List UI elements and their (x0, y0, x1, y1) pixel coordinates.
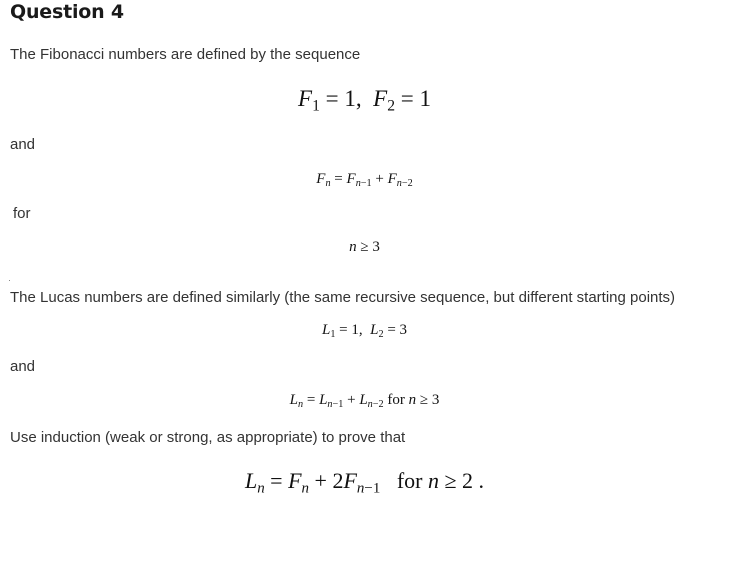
fibonacci-initial-equation: $F_1 = 1$, $F_2 = 1$ (298, 86, 431, 115)
lucas-intro-text: The Lucas numbers are defined similarly (the same recursive sequence, but different starting points) (10, 289, 676, 306)
and-text-2: and (10, 358, 36, 375)
for-text: for (13, 205, 31, 222)
stray-mark (9, 280, 10, 281)
fibonacci-condition-equation: n ≥ 3 (349, 239, 380, 255)
fibonacci-recurrence-equation: $F_n = F_{n-1} + F_{n-2}$ (316, 171, 413, 190)
lucas-recurrence-equation: $L_n = L_{n-1} + L_{n-2}$ for n ≥ 3 (289, 392, 440, 411)
and-text-1: and (10, 136, 36, 153)
goal-equation: $L_n = F_n + 2F_{n-1}$ for n ≥ 2 . (244, 468, 485, 497)
question-title: Question 4 (10, 1, 124, 23)
fibonacci-intro-text: The Fibonacci numbers are defined by the sequence (10, 46, 361, 63)
prompt-text: Use induction (weak or strong, as appropriate) to prove that (10, 429, 406, 446)
lucas-initial-equation: $L_1 = 1$, $L_2 = 3$ (321, 322, 408, 341)
